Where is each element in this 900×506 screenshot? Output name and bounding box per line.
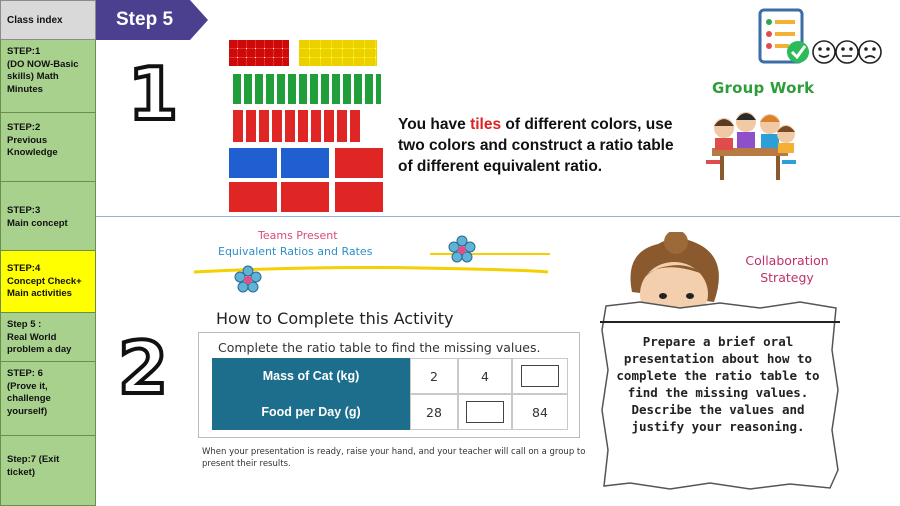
- red-block: [335, 182, 383, 212]
- table-cell: 2: [410, 358, 458, 394]
- howto-title: How to Complete this Activity: [216, 309, 454, 328]
- collaboration-strategy-title: Collaboration Strategy: [745, 253, 829, 285]
- ratio-table-caption: Complete the ratio table to find the missing values.: [218, 340, 541, 355]
- teams-present-title: Teams Present: [258, 229, 338, 242]
- table-cell: 84: [512, 394, 568, 430]
- collaboration-strategy-text: Prepare a brief oral presentation about how to complete the ratio table to find the missing values. Describe the values and justify your reasoning.: [616, 334, 820, 434]
- table-row-header: Food per Day (g): [212, 394, 410, 430]
- red-block: [335, 148, 383, 178]
- presentation-footnote: When your presentation is ready, raise your hand, and your teacher will call on a group to present their results.: [202, 447, 586, 469]
- table-cell: 28: [410, 394, 458, 430]
- instruction-post: of different colors, use two colors and construct a ratio table of different equivalent ratio.: [398, 116, 674, 175]
- blue-block: [229, 148, 277, 178]
- sidebar-item-label: STEP: 6 (Prove it, challenge yourself): [7, 368, 51, 417]
- sidebar-item-label: STEP:1 (DO NOW-Basic skills) Math Minutes: [7, 46, 79, 95]
- sidebar-item-label: STEP:3 Main concept: [7, 205, 68, 229]
- sidebar-item-step6[interactable]: [0, 362, 96, 436]
- red-block: [281, 182, 329, 212]
- sidebar-item-step2[interactable]: [0, 113, 96, 182]
- blue-block: [281, 148, 329, 178]
- sidebar-item-step7[interactable]: [0, 436, 96, 506]
- red-tile-group: [229, 40, 289, 66]
- table-cell-missing: [458, 394, 512, 430]
- step-tab: [96, 0, 208, 40]
- table-cell: 4: [458, 358, 512, 394]
- step-tab-label: Step 5: [116, 9, 174, 30]
- checklist-icon: [758, 8, 882, 74]
- instruction-highlight: tiles: [470, 116, 502, 133]
- sidebar-item-step5[interactable]: [0, 313, 96, 362]
- section-number-1: 1: [128, 52, 179, 136]
- flower-icon: [449, 236, 475, 262]
- sidebar-item-label: Class index: [7, 15, 63, 26]
- missing-value-box[interactable]: [466, 401, 504, 423]
- sidebar-item-step4[interactable]: [0, 251, 96, 313]
- sidebar-item-label: Step 5 : Real World problem a day: [7, 319, 72, 355]
- section-number-2: 2: [118, 326, 169, 410]
- color-tiles-image: [225, 38, 385, 214]
- missing-value-box[interactable]: [521, 365, 559, 387]
- class-index-sidebar: [0, 0, 96, 506]
- instruction-pre: You have: [398, 116, 471, 133]
- group-work-label: Group Work: [712, 79, 815, 97]
- teams-present-subtitle: Equivalent Ratios and Rates: [218, 245, 373, 258]
- table-row-header: Mass of Cat (kg): [212, 358, 410, 394]
- tiles-instruction: [398, 114, 688, 177]
- group-work-illustration: [700, 98, 800, 184]
- teams-present-decoration: [190, 232, 560, 296]
- sidebar-item-step1[interactable]: [0, 40, 96, 113]
- sidebar-item-label: STEP:4 Concept Check+ Main activities: [7, 263, 82, 299]
- red-block: [229, 182, 277, 212]
- section-divider: [96, 216, 900, 217]
- sidebar-item-class-index[interactable]: [0, 0, 96, 40]
- sidebar-item-label: Step:7 (Exit ticket): [7, 454, 60, 478]
- sidebar-item-step3[interactable]: [0, 182, 96, 251]
- table-cell-missing: [512, 358, 568, 394]
- red-bar-group: [233, 110, 361, 142]
- smiley-face-icon: [813, 41, 881, 63]
- green-tile-group: [233, 74, 381, 104]
- yellow-tile-group: [299, 40, 377, 66]
- sidebar-item-label: STEP:2 Previous Knowledge: [7, 122, 58, 158]
